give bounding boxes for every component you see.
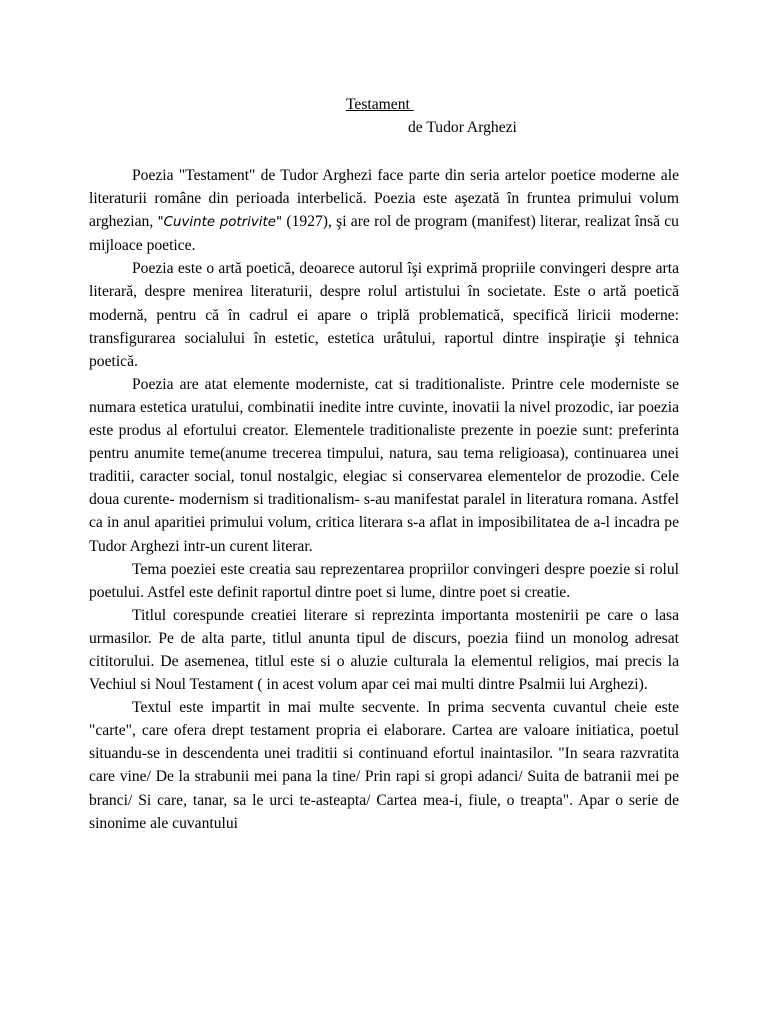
document-title: Testament <box>346 96 414 113</box>
paragraph-1-text-after: (1927), şi are rol de program (manifest) literar, realizat însă cu mijloace poetice. <box>89 213 679 255</box>
paragraph-1-text-before: Poezia "Testament" de Tudor Arghezi face parte din seria artelor poetice moderne ale literaturii române din perioada interbelică. Poezia este aşezată în fruntea primului volum arghezian, <box>89 167 679 231</box>
document-body <box>89 164 679 835</box>
author-line: de Tudor Arghezi <box>408 119 517 136</box>
volume-title-italic: "Cuvinte potrivite" <box>157 215 283 231</box>
paragraph-6: Textul este impartit in mai multe secvente. In prima secventa cuvantul cheie este "carte", care ofera drept testament propria ei elaborare. Cartea are valoare initiatica, poetul situandu-se in descendenta unei traditii si continuand efortul inaintasilor. "In seara razvratita care vine/ De la strabunii mei pana la tine/ Prin rapi si gropi adanci/ Suita de batranii mei pe branci/ Si care, tanar, sa le urci te-asteapta/ Cartea mea-i, fiule, o treapta". Apar o serie de sinonime ale cuvantului <box>89 699 679 832</box>
paragraph-4: Tema poeziei este creatia sau reprezentarea propriilor convingeri despre poezie si rolul poetului. Astfel este definit raportul dintre poet si lume, dintre poet si creatie. <box>89 560 679 601</box>
paragraph-1 <box>89 164 679 257</box>
paragraph-5: Titlul corespunde creatiei literare si reprezinta importanta mostenirii pe care o lasa urmasilor. Pe de alta parte, titlul anunta tipul de discurs, poezia fiind un monolog adresat cititorului. De asemenea, titlul este si o aluzie culturala la elementul religios, mai precis la Vechiul si Noul Testament ( in acest volum apar cei mai multi dintre Psalmii lui Arghezi). <box>89 606 679 694</box>
paragraph-2: Poezia este o artă poetică, deoarece autorul îşi exprimă propriile convingeri despre arta literară, despre menirea literaturii, despre rolul artistului în societate. Este o artă poetică modernă, pentru că în cadrul ei apare o triplă problematică, specifică liricii moderne: transfigurarea socialului în estetic, estetica urâtului, raportul dintre inspiraţie şi tehnica poetică. <box>89 260 679 370</box>
paragraph-3: Poezia are atat elemente moderniste, cat si traditionaliste. Printre cele moderniste se numara estetica uratului, combinatii inedite intre cuvinte, inovatii la nivel prozodic, iar poezia este produs al efortului creator. Elementele traditionaliste prezente in poezie sunt: preferinta pentru anumite teme(anume trecerea timpului, natura, sau tema religioasa), continuarea unei traditii, caracter social, tonul nostalgic, elegiac si conservarea elementelor de prozodie. Cele doua curente- modernism si traditionalism- s-au manifestat paralel in literatura romana. Astfel ca in anul aparitiei primului volum, critica literara s-a aflat in imposibilitatea de a-l incadra pe Tudor Arghezi intr-un curent literar. <box>89 375 679 555</box>
